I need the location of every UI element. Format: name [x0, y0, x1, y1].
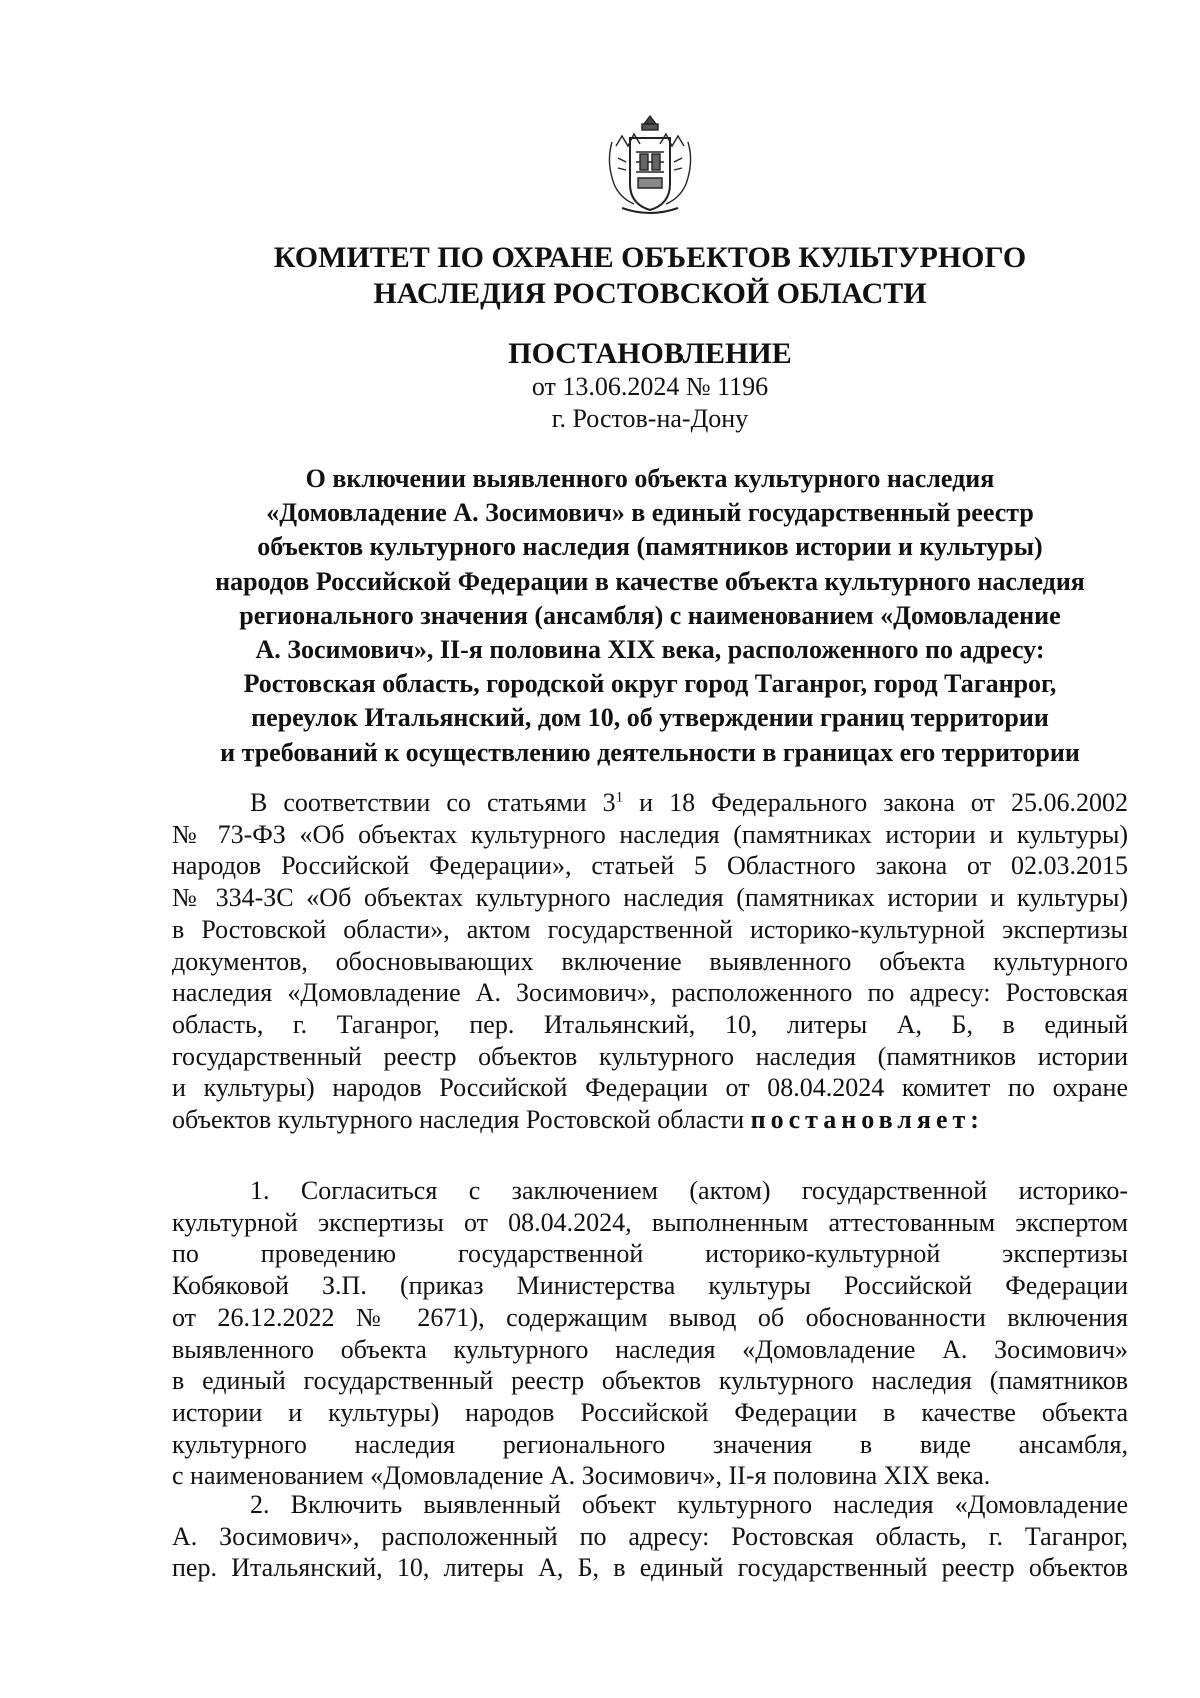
- org-line: НАСЛЕДИЯ РОСТОВСКОЙ ОБЛАСТИ: [373, 277, 927, 310]
- superscript: 1: [615, 789, 624, 806]
- text-line: народов Российской Федерации», статьей 5 Областного закона от 02.03.2015: [172, 851, 1128, 881]
- text-line: по проведению государственной историко-культурной экспертизы: [172, 1239, 1128, 1269]
- text-line: государственный реестр объектов культурного наследия (памятников истории: [172, 1041, 1128, 1071]
- subject-line: Ростовская область, городской округ город Таганрог, город Таганрог,: [243, 669, 1057, 699]
- coat-of-arms-icon: [602, 112, 698, 222]
- paragraph-2: [172, 1489, 1128, 1584]
- text-line: № 334-ЗС «Об объектах культурного наследия (памятниках истории и культуры): [172, 883, 1128, 913]
- text-line: выявленного объекта культурного наследия «Домовладение А. Зосимович»: [172, 1334, 1128, 1364]
- text-line: с наименованием «Домовладение А. Зосимович», II-я половина XIX века.: [172, 1461, 991, 1491]
- text-fragment: объектов культурного наследия Ростовской области: [172, 1105, 751, 1135]
- text-line: область, г. Таганрог, пер. Итальянский, 10, литеры А, Б, в единый: [172, 1009, 1128, 1039]
- org-line: КОМИТЕТ ПО ОХРАНЕ ОБЪЕКТОВ КУЛЬТУРНОГО: [273, 241, 1027, 274]
- text-line: 1. Согласиться с заключением (актом) государственной историко-: [250, 1176, 1128, 1205]
- text-line: Кобяковой З.П. (приказ Министерства культуры Российской Федерации: [172, 1271, 1128, 1301]
- text-line: культурной экспертизы от 08.04.2024, выполненным аттестованным экспертом: [172, 1207, 1128, 1237]
- preamble-paragraph: [172, 787, 1128, 1136]
- subject-line: О включении выявленного объекта культурного наследия: [305, 464, 995, 493]
- organization-name: [172, 240, 1128, 312]
- subject-line: переулок Итальянский, дом 10, об утверждении границ территории: [251, 703, 1049, 733]
- subject-line: объектов культурного наследия (памятников истории и культуры): [257, 532, 1043, 562]
- text-line: в Ростовской области», актом государственной историко-культурной экспертизы: [172, 914, 1128, 944]
- text-line: А. Зосимович», расположенный по адресу: Ростовская область, г. Таганрог,: [172, 1521, 1128, 1551]
- text-line: от 26.12.2022 № 2671), содержащим вывод об обоснованности включения: [172, 1302, 1128, 1332]
- text-line: документов, обосновывающих включение выявленного объекта культурного: [172, 946, 1128, 976]
- text-line: истории и культуры) народов Российской Федерации в качестве объекта: [172, 1397, 1128, 1427]
- text-line: культурного наследия регионального значения в виде ансамбля,: [172, 1429, 1128, 1459]
- subject-line: народов Российской Федерации в качестве объекта культурного наследия: [215, 566, 1085, 596]
- text-line: наследия «Домовладение А. Зосимович», расположенного по адресу: Ростовская: [172, 978, 1128, 1008]
- text-line: № 73-ФЗ «Об объектах культурного наследия (памятниках истории и культуры): [172, 819, 1128, 849]
- text-line: и культуры) народов Российской Федерации от 08.04.2024 комитет по охране: [172, 1073, 1128, 1103]
- text-line: [172, 1104, 1128, 1136]
- decree-city: г. Ростов-на-Дону: [551, 404, 749, 433]
- text-fragment: В соответствии со статьями 3: [250, 788, 616, 817]
- subject-line: регионального значения (ансамбля) с наименованием «Домовладение: [239, 600, 1061, 630]
- resolves-keyword: постановляет:: [750, 1105, 984, 1135]
- paragraph-1: [172, 1175, 1128, 1492]
- subject-line: «Домовладение А. Зосимович» в единый государственный реестр: [266, 498, 1034, 528]
- subject-line: и требований к осуществлению деятельности в границах его территории: [220, 737, 1080, 767]
- text-fragment: и 18 Федерального закона от 25.06.2002: [623, 788, 1128, 817]
- subject-line: А. Зосимович», II-я половина XIX века, расположенного по адресу:: [255, 635, 1045, 665]
- decree-title: ПОСТАНОВЛЕНИЕ: [508, 337, 792, 370]
- text-line: [172, 787, 1128, 819]
- decree-subject: [172, 462, 1128, 770]
- text-line: 2. Включить выявленный объект культурного наследия «Домовладение: [250, 1490, 1128, 1519]
- text-line: в единый государственный реестр объектов культурного наследия (памятников: [172, 1366, 1128, 1396]
- decree-date-number: от 13.06.2024 № 1196: [531, 372, 769, 401]
- text-line: пер. Итальянский, 10, литеры А, Б, в единый государственный реестр объектов: [172, 1553, 1128, 1583]
